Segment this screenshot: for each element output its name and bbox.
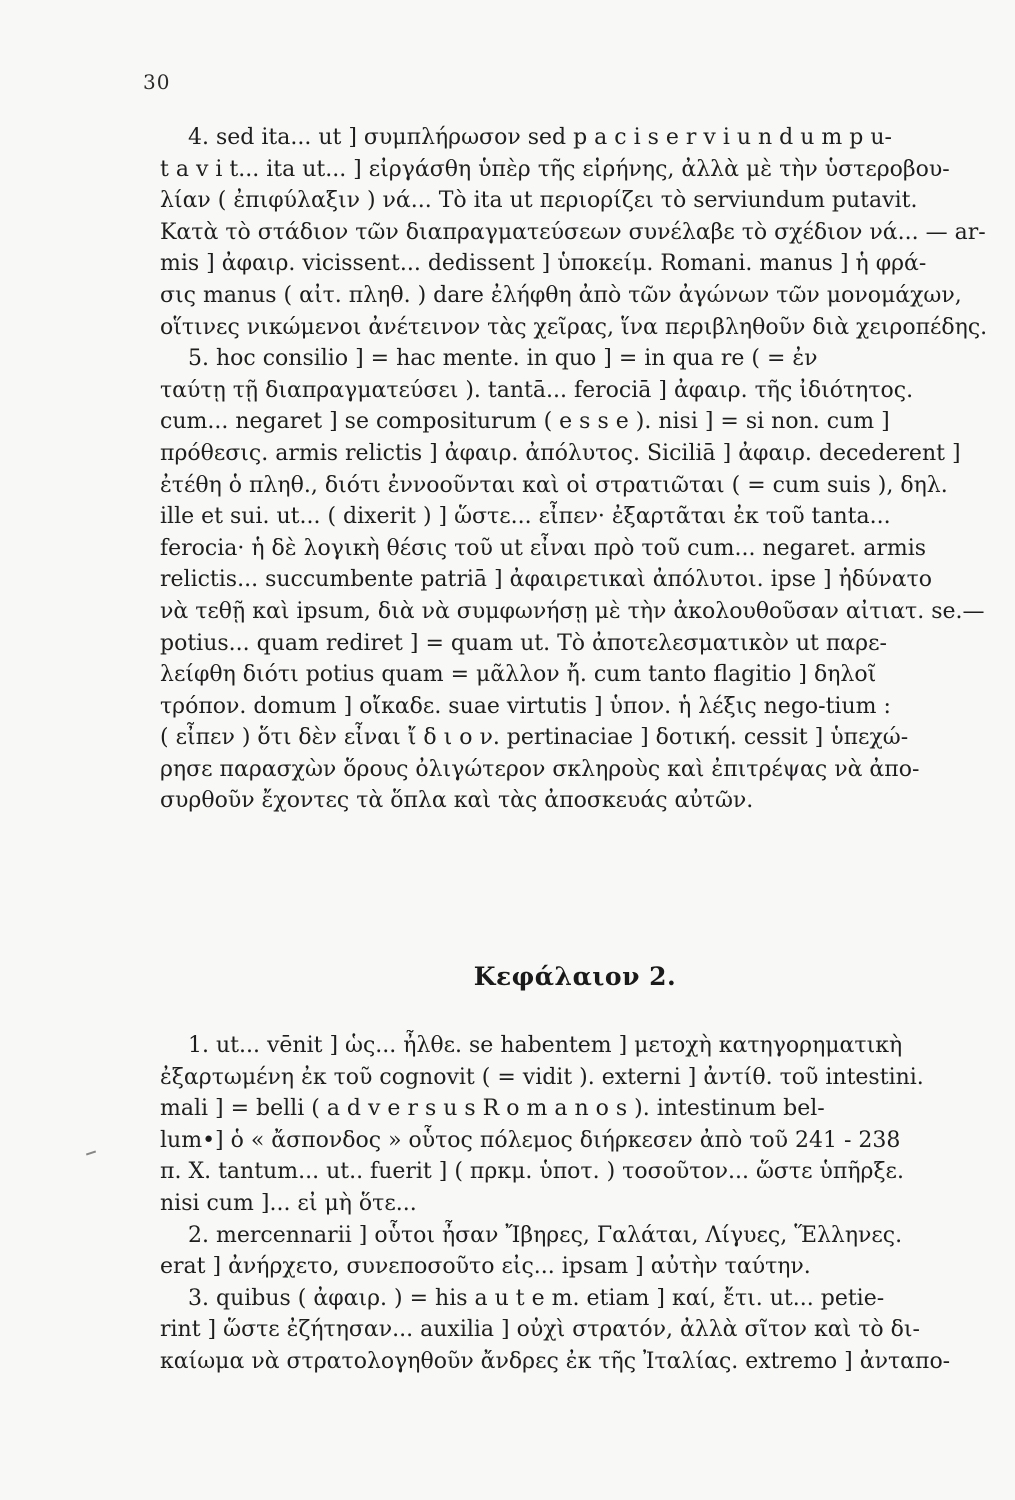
text-line: λείφθη διότι potius quam = μᾶλλον ἤ. cum tanto flagitio ] δηλοῖ bbox=[160, 662, 877, 688]
text-line: rint ] ὥστε ἐζήτησαν... auxilia ] οὐχὶ στρατόν, ἀλλὰ σῖτον καὶ τὸ δι- bbox=[160, 1317, 920, 1343]
text-line: Κατὰ τὸ στάδιον τῶν διαπραγματεύσεων συνέλαβε τὸ σχέδιον νά... — ar- bbox=[160, 219, 986, 245]
text-line: 5. hoc consilio ] = hac mente. in quo ] = in qua re ( = ἐν bbox=[188, 346, 818, 372]
text-line: οἵτινες νικώμενοι ἀνέτεινον τὰς χεῖρας, ἵνα περιβληθοῦν διὰ χειροπέδης. bbox=[160, 314, 988, 340]
text-line: π. Χ. tantum... ut.. fuerit ] ( πρκμ. ὑποτ. ) τοσοῦτον... ὥστε ὑπῆρξε. bbox=[160, 1159, 904, 1185]
chapter-heading: Κεφάλαιον 2. bbox=[473, 962, 677, 991]
text-line: ρησε παρασχὼν ὅρους ὀλιγώτερον σκληροὺς καὶ ἐπιτρέψας νὰ ἀπο- bbox=[160, 756, 920, 782]
text-line: ( εἶπεν ) ὅτι δὲν εἶναι ἴ δ ι ο ν. pertinaciae ] δοτική. cessit ] ὑπεχώ- bbox=[160, 725, 909, 751]
text-line: ille et sui. ut... ( dixerit ) ] ὥστε... εἶπεν· ἐξαρτᾶται ἐκ τοῦ tanta... bbox=[160, 504, 891, 530]
text-line: mali ] = belli ( a d v e r s u s R o m a n o s ). intestinum bel- bbox=[160, 1096, 825, 1122]
text-line: λίαν ( ἐπιφύλαξιν ) νά... Τὸ ita ut περιορίζει τὸ serviundum putavit. bbox=[160, 188, 918, 214]
text-line: 1. ut... vēnit ] ὡς... ἦλθε. se habentem ] μετοχὴ κατηγορηματικὴ bbox=[188, 1033, 903, 1058]
text-line: cum... negaret ] se compositurum ( e s s e ). nisi ] = si non. cum ] bbox=[160, 409, 890, 435]
scan-speck bbox=[86, 1151, 96, 1156]
text-line: καίωμα νὰ στρατολογηθοῦν ἄνδρες ἐκ τῆς Ἰταλίας. extremo ] ἀνταπο- bbox=[160, 1348, 951, 1374]
text-line: πρόθεσις. armis relictis ] ἀφαιρ. ἀπόλυτος. Siciliā ] ἀφαιρ. decederent ] bbox=[160, 440, 961, 466]
text-line: 3. quibus ( ἀφαιρ. ) = his a u t e m. etiam ] καί, ἔτι. ut... petie- bbox=[188, 1285, 885, 1311]
text-line: relictis... succumbente patriā ] ἀφαιρετικαὶ ἀπόλυτοι. ipse ] ἠδύνατο bbox=[160, 567, 933, 593]
text-line: συρθοῦν ἔχοντες τὰ ὅπλα καὶ τὰς ἀποσκευάς αὐτῶν. bbox=[160, 788, 754, 814]
text-line: potius... quam rediret ] = quam ut. Τὸ ἀποτελεσματικὸν ut παρε- bbox=[160, 630, 887, 656]
commentary-section-1 bbox=[160, 122, 990, 817]
text-line: 2. mercennarii ] οὗτοι ἦσαν Ἴβηρες, Γαλάται, Λίγυες, Ἕλληνες. bbox=[188, 1222, 903, 1248]
text-line: νὰ τεθῇ καὶ ipsum, διὰ νὰ συμφωνήσῃ μὲ τὴν ἀκολουθοῦσαν αἰτιατ. se.— bbox=[160, 598, 985, 624]
text-line: lum•] ὁ « ἄσπονδος » οὗτος πόλεμος διήρκεσεν ἀπὸ τοῦ 241 - 238 bbox=[160, 1127, 901, 1153]
text-line: ferocia· ἡ δὲ λογικὴ θέσις τοῦ ut εἶναι πρὸ τοῦ cum... negaret. armis bbox=[160, 535, 927, 561]
text-line: t a v i t... ita ut... ] εἰργάσθη ὑπὲρ τῆς εἰρήνης, ἀλλὰ μὲ τὴν ὑστεροβου- bbox=[160, 156, 950, 182]
page-number: 30 bbox=[143, 70, 171, 94]
text-line: nisi cum ]... εἰ μὴ ὅτε... bbox=[160, 1190, 417, 1216]
text-line: σις manus ( αἰτ. πληθ. ) dare ἐλήφθη ἀπὸ τῶν ἀγώνων τῶν μονομάχων, bbox=[160, 282, 962, 308]
text-line: ἐξαρτωμένη ἐκ τοῦ cognovit ( = vidit ). externi ] ἀντίθ. τοῦ intestini. bbox=[160, 1064, 924, 1090]
text-line: ἐτέθη ὁ πληθ., διότι ἐννοοῦνται καὶ οἱ στρατιῶται ( = cum suis ), δηλ. bbox=[160, 472, 948, 498]
text-line: erat ] ἀνήρχετο, συνεποσοῦτο εἰς... ipsam ] αὐτὴν ταύτην. bbox=[160, 1254, 811, 1280]
text-line: mis ] ἀφαιρ. vicissent... dedissent ] ὑποκείμ. Romani. manus ] ἡ φρά- bbox=[160, 251, 927, 277]
commentary-section-2 bbox=[160, 1030, 990, 1378]
text-line: ταύτῃ τῇ διαπραγματεύσει ). tantā... ferociā ] ἀφαιρ. τῆς ἰδιότητος. bbox=[160, 377, 914, 403]
text-line: 4. sed ita... ut ] συμπλήρωσον sed p a c i s e r v i u n d u m p u- bbox=[188, 125, 892, 150]
text-line: τρόπον. domum ] οἴκαδε. suae virtutis ] ὑπον. ἡ λέξις nego-tium : bbox=[160, 693, 891, 719]
